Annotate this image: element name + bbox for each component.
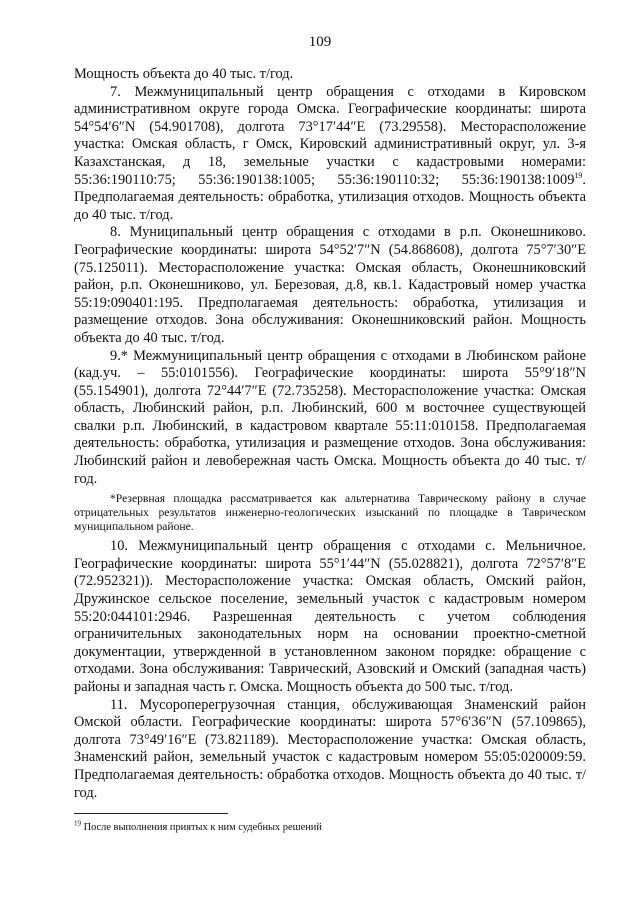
paragraph-item-11: 11. Мусороперегрузочная станция, обслуживающая Знаменский район Омской области. Географические координаты: широта 57°6′36″N (57.109865), долгота 73°49′16″E (73.821189). Месторасположение участка: Омская область, Знаменский район, земельный участок с кадастровым номером 55:05:020009:59. Предполагаемая деятельность: обработка отходов. Мощность объекта до 40 тыс. т/год. [74,696,586,801]
footnote-separator [74,813,228,814]
paragraph-continuation: Мощность объекта до 40 тыс. т/год. [74,66,294,82]
page-number: 109 [308,34,332,50]
paragraph-item-7 [74,84,586,225]
reserve-site-note: *Резервная площадка рассматривается как альтернатива Таврическому району в случае отрицательных результатов инженерно-геологических изысканий по площадке в Таврическом муниципальном районе. [74,492,586,534]
footnote-ref-19: 19 [574,170,583,180]
footnote-mark: 19 [74,819,81,828]
footnote [74,819,586,834]
paragraph-item-9: 9.* Межмуниципальный центр обращения с отходами в Любинском районе (кад.уч. – 55:0101556). Географические координаты: широта 55°9′18″N (55.154901), долгота 72°44′7″E (72.735258). Месторасположение участка: Омская область, Любинский район, р.п. Любинский, 600 м восточнее существующей свалки р.п. Любинский, в кадастровом квартале 55:11:010158. Предполагаемая деятельность: обработка, утилизация и размещение отходов. Зона обслуживания: Любинский район и левобережная часть Омска. Мощность объекта до 40 тыс. т/год. [74,347,586,487]
item-7-text: 7. Межмуниципальный центр обращения с отходами в Кировском административном округе города Омска. Географические координаты: широта 54°54′6″N (54.901708), долгота 73°17′44″E (73.29558). Месторасположение участка: Омская область, г Омск, Кировский административный округ, ул. 3-я Казахстанская, д 18, земельные участки с кадастровыми номерами: 55:36:190110:75; 55:36:190138:1005; 55:36:190110:32; 55:36:190138:1009 [74,83,586,188]
document-body [74,66,586,802]
item-7-tail: . Предполагаемая деятельность: обработка, утилизация отходов. Мощность объекта до 40 тыс. т/год. [74,171,586,223]
paragraph-item-10: 10. Межмуниципальный центр обращения с отходами с. Мельничное. Географические координаты: широта 55°1′44″N (55.028821), долгота 72°57′8″E (72.952321)). Месторасположение участка: Омская область, Омский район, Дружинское сельское поселение, земельный участок с кадастровым номером 55:20:044101:2946. Разрешенная деятельность с учетом соблюдения ограничительных законодательных норм на основании проектно-сметной документации, утвержденной в установленном законом порядке: обращение с отходами. Зона обслуживания: Таврический, Азовский и Омский (западная часть) районы и западная часть г. Омска. Мощность объекта до 500 тыс. т/год. [74,538,586,695]
paragraph-item-8: 8. Муниципальный центр обращения с отходами в р.п. Оконешниково. Географические координаты: широта 54°52′7″N (54.868608), долгота 75°7′30″E (75.125011). Месторасположение участка: Омская область, Оконешниковский район, р.п. Оконешниково, ул. Березовая, д.8, кв.1. Кадастровый номер участка 55:19:090401:195. Предполагаемая деятельность: обработка, утилизация и размещение отходов. Зона обслуживания: Оконешниковский район. Мощность объекта до 40 тыс. т/год. [74,224,586,346]
footnote-text: После выполнения приятых к ним судебных решений [81,822,322,833]
